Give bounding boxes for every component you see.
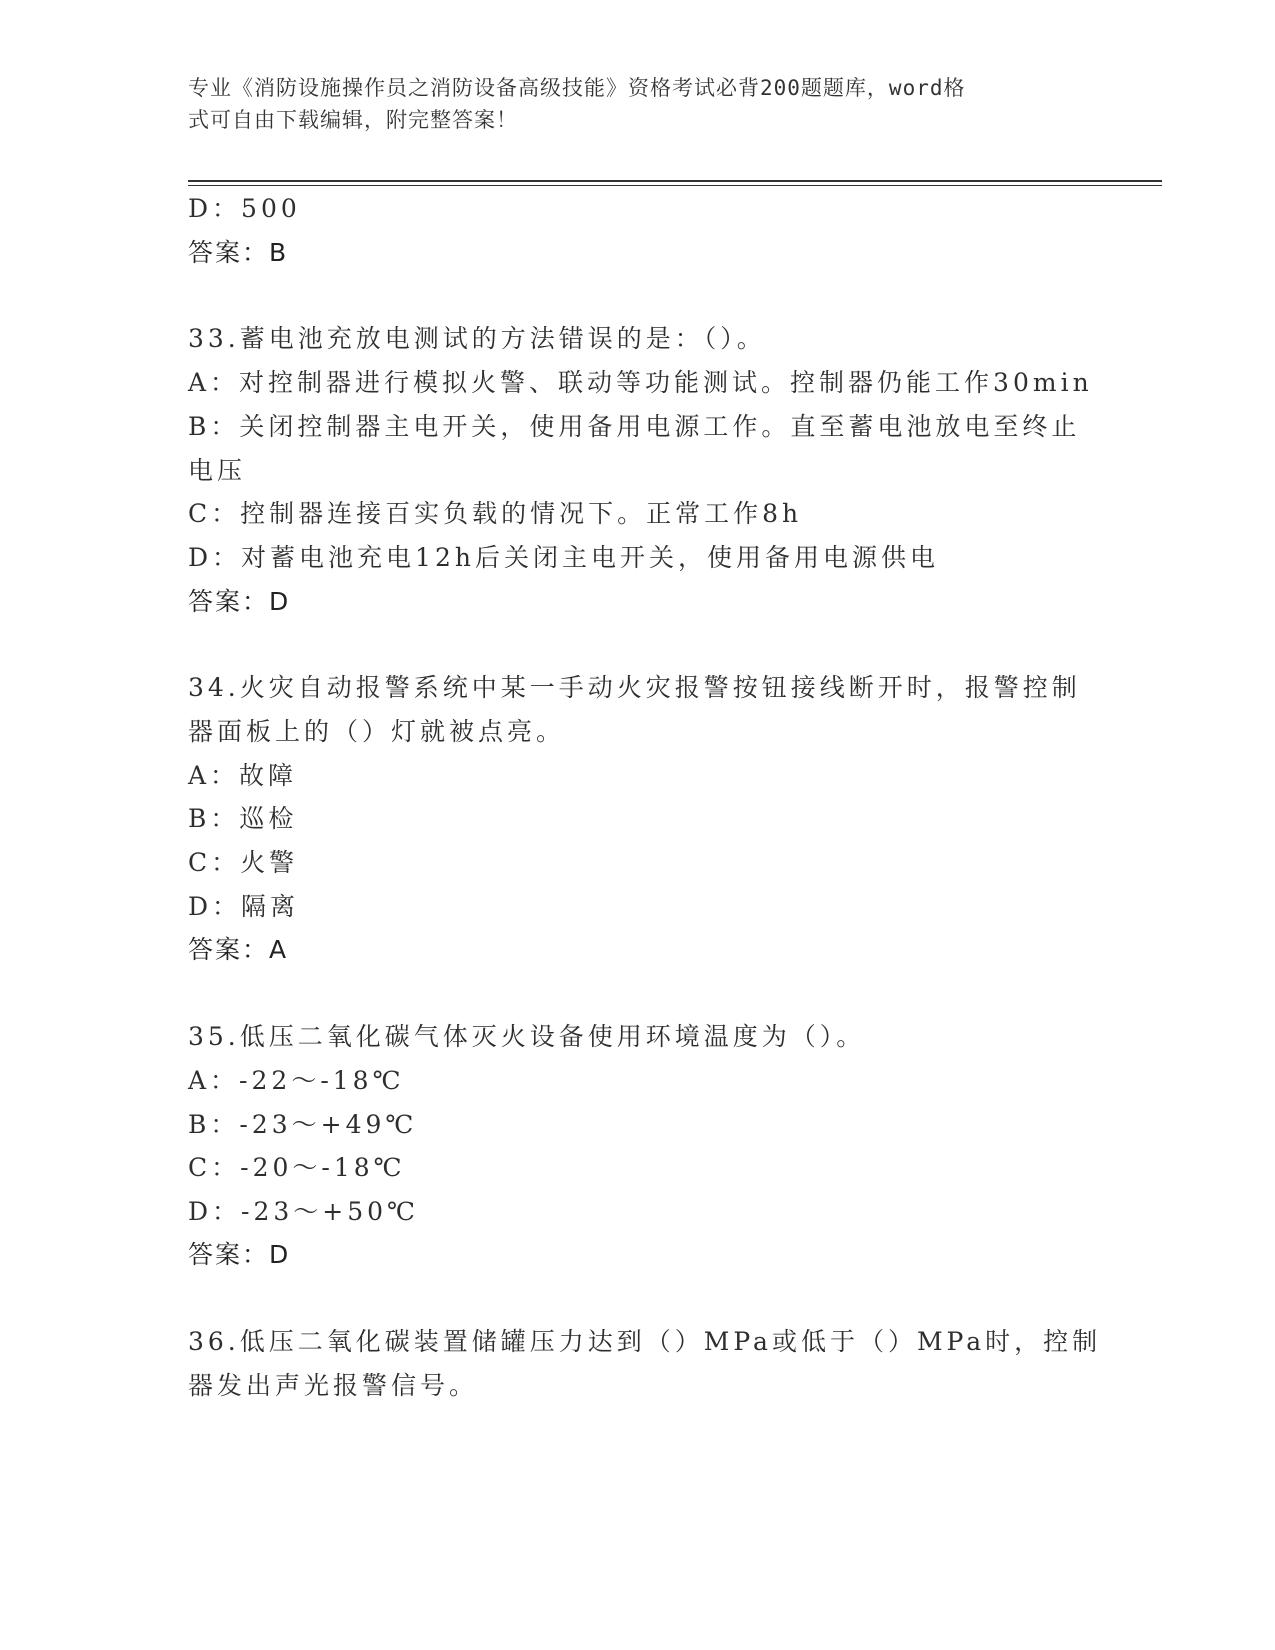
q35-option-c: C：-20～-18℃ — [188, 1153, 406, 1182]
q33-answer: 答案：D — [188, 587, 291, 616]
q33-option-b-line-1: B：关闭控制器主电开关，使用备用电源工作。直至蓄电池放电至终止 — [188, 412, 1081, 441]
q34-option-b: B：巡检 — [188, 804, 298, 833]
q36-stem-line-1: 36.低压二氧化碳装置储罐压力达到（）MPa或低于（）MPa时，控制 — [188, 1327, 1102, 1356]
header-line-1: 专业《消防设施操作员之消防设备高级技能》资格考试必背200题题库，word格 — [188, 76, 966, 100]
q34-option-c: C：火警 — [188, 848, 299, 877]
q35-option-d: D：-23～+50℃ — [188, 1197, 420, 1226]
header-divider-thin — [188, 185, 1162, 186]
q33-option-c: C：控制器连接百实负载的情况下。正常工作8h — [188, 499, 803, 528]
q34-option-d: D：隔离 — [188, 892, 300, 921]
q33-option-b-line-2: 电压 — [188, 456, 247, 485]
q35-option-a: A：-22～-18℃ — [188, 1066, 405, 1095]
prev-answer: 答案：B — [188, 238, 289, 267]
q34-stem-line-2: 器面板上的（）灯就被点亮。 — [188, 717, 566, 746]
prev-option-d: D：500 — [188, 194, 301, 223]
q33-option-d: D：对蓄电池充电12h后关闭主电开关，使用备用电源供电 — [188, 543, 939, 572]
document-header — [188, 72, 1068, 136]
q36-stem-line-2: 器发出声光报警信号。 — [188, 1371, 479, 1400]
q33-option-a: A：对控制器进行模拟火警、联动等功能测试。控制器仍能工作30min — [188, 368, 1093, 397]
header-divider — [188, 180, 1162, 182]
q34-answer: 答案：A — [188, 935, 289, 964]
header-line-2: 式可自由下载编辑，附完整答案！ — [188, 108, 518, 132]
q34-option-a: A：故障 — [188, 761, 298, 790]
q33-stem: 33.蓄电池充放电测试的方法错误的是：（）。 — [188, 324, 766, 353]
q35-option-b: B：-23～+49℃ — [188, 1110, 418, 1139]
q34-stem-line-1: 34.火灾自动报警系统中某一手动火灾报警按钮接线断开时，报警控制 — [188, 673, 1081, 702]
q35-stem: 35.低压二氧化碳气体灭火设备使用环境温度为（）。 — [188, 1022, 866, 1051]
q35-answer: 答案：D — [188, 1240, 291, 1269]
